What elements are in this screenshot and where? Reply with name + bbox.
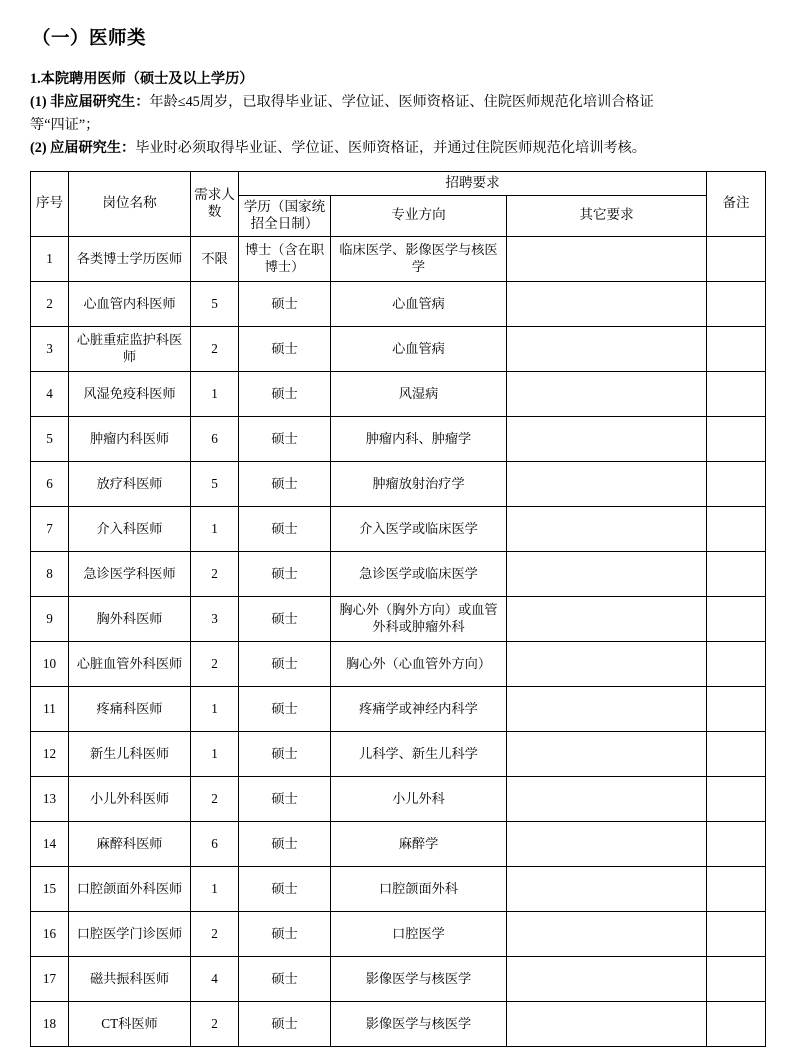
table-row bbox=[31, 776, 766, 821]
cell-count: 1 bbox=[191, 866, 239, 911]
table-row bbox=[31, 281, 766, 326]
cell-other bbox=[507, 326, 707, 371]
table-row bbox=[31, 551, 766, 596]
cell-major: 麻醉学 bbox=[331, 821, 507, 866]
cell-no: 10 bbox=[31, 641, 69, 686]
cell-other bbox=[507, 866, 707, 911]
cell-no: 9 bbox=[31, 596, 69, 641]
cell-other bbox=[507, 281, 707, 326]
cell-no: 5 bbox=[31, 416, 69, 461]
cell-other bbox=[507, 596, 707, 641]
cell-other bbox=[507, 956, 707, 1001]
table-header bbox=[31, 172, 766, 237]
cell-post: 口腔医学门诊医师 bbox=[69, 911, 191, 956]
cell-count: 5 bbox=[191, 281, 239, 326]
cell-post: 放疗科医师 bbox=[69, 461, 191, 506]
cell-education: 硕士 bbox=[239, 686, 331, 731]
cell-no: 14 bbox=[31, 821, 69, 866]
cell-post: 新生儿科医师 bbox=[69, 731, 191, 776]
cell-post: 风湿免疫科医师 bbox=[69, 371, 191, 416]
cell-remark bbox=[707, 506, 766, 551]
cell-major: 影像医学与核医学 bbox=[331, 1001, 507, 1046]
header-post: 岗位名称 bbox=[69, 172, 191, 237]
cell-no: 3 bbox=[31, 326, 69, 371]
cell-other bbox=[507, 641, 707, 686]
header-requirements-group: 招聘要求 bbox=[239, 172, 707, 196]
cell-count: 5 bbox=[191, 461, 239, 506]
cell-no: 6 bbox=[31, 461, 69, 506]
intro-line-4 bbox=[30, 137, 763, 159]
cell-count: 2 bbox=[191, 1001, 239, 1046]
cell-remark bbox=[707, 1001, 766, 1046]
recruitment-table bbox=[30, 171, 766, 1047]
cell-education: 硕士 bbox=[239, 281, 331, 326]
cell-count: 1 bbox=[191, 506, 239, 551]
cell-count: 1 bbox=[191, 686, 239, 731]
cell-no: 12 bbox=[31, 731, 69, 776]
cell-education: 硕士 bbox=[239, 326, 331, 371]
cell-major: 口腔医学 bbox=[331, 911, 507, 956]
cell-major: 影像医学与核医学 bbox=[331, 956, 507, 1001]
intro-line-1-bold: 1.本院聘用医师（硕士及以上学历） bbox=[30, 71, 254, 87]
cell-post: 介入科医师 bbox=[69, 506, 191, 551]
cell-count: 2 bbox=[191, 776, 239, 821]
cell-major: 口腔颌面外科 bbox=[331, 866, 507, 911]
cell-post: 心血管内科医师 bbox=[69, 281, 191, 326]
cell-count: 不限 bbox=[191, 236, 239, 281]
table-row bbox=[31, 866, 766, 911]
table-row bbox=[31, 686, 766, 731]
cell-remark bbox=[707, 641, 766, 686]
cell-education: 硕士 bbox=[239, 416, 331, 461]
header-education: 学历（国家统招全日制） bbox=[239, 195, 331, 236]
cell-post: 胸外科医师 bbox=[69, 596, 191, 641]
cell-post: 口腔颌面外科医师 bbox=[69, 866, 191, 911]
cell-no: 4 bbox=[31, 371, 69, 416]
cell-remark bbox=[707, 686, 766, 731]
intro-line-1 bbox=[30, 68, 763, 90]
cell-major: 心血管病 bbox=[331, 281, 507, 326]
cell-count: 2 bbox=[191, 641, 239, 686]
cell-remark bbox=[707, 236, 766, 281]
cell-no: 13 bbox=[31, 776, 69, 821]
intro-line-4-rest: 毕业时必须取得毕业证、学位证、医师资格证，并通过住院医师规范化培训考核。 bbox=[135, 140, 646, 156]
page-title: （一）医师类 bbox=[32, 29, 147, 49]
cell-remark bbox=[707, 461, 766, 506]
cell-other bbox=[507, 1001, 707, 1046]
cell-post: CT科医师 bbox=[69, 1001, 191, 1046]
cell-education: 硕士 bbox=[239, 911, 331, 956]
cell-education: 硕士 bbox=[239, 461, 331, 506]
cell-remark bbox=[707, 281, 766, 326]
cell-count: 4 bbox=[191, 956, 239, 1001]
intro-line-3 bbox=[30, 114, 763, 136]
cell-major: 介入医学或临床医学 bbox=[331, 506, 507, 551]
cell-education: 硕士 bbox=[239, 506, 331, 551]
cell-other bbox=[507, 506, 707, 551]
cell-major: 胸心外（胸外方向）或血管外科或肿瘤外科 bbox=[331, 596, 507, 641]
cell-count: 6 bbox=[191, 821, 239, 866]
cell-post: 心脏重症监护科医师 bbox=[69, 326, 191, 371]
cell-no: 16 bbox=[31, 911, 69, 956]
cell-post: 小儿外科医师 bbox=[69, 776, 191, 821]
cell-remark bbox=[707, 776, 766, 821]
cell-major: 儿科学、新生儿科学 bbox=[331, 731, 507, 776]
intro-line-2-rest: 年龄≤45周岁，已取得毕业证、学位证、医师资格证、住院医师规范化培训合格证 bbox=[149, 94, 654, 110]
intro-line-3-rest: 等“四证”； bbox=[30, 117, 100, 133]
intro-line-4-bold: (2) 应届研究生： bbox=[30, 140, 136, 156]
cell-education: 硕士 bbox=[239, 641, 331, 686]
cell-education: 硕士 bbox=[239, 731, 331, 776]
cell-major: 风湿病 bbox=[331, 371, 507, 416]
cell-other bbox=[507, 371, 707, 416]
cell-major: 心血管病 bbox=[331, 326, 507, 371]
cell-count: 1 bbox=[191, 731, 239, 776]
cell-no: 8 bbox=[31, 551, 69, 596]
cell-remark bbox=[707, 596, 766, 641]
cell-no: 18 bbox=[31, 1001, 69, 1046]
intro-line-2-bold: (1) 非应届研究生： bbox=[30, 94, 150, 110]
cell-post: 麻醉科医师 bbox=[69, 821, 191, 866]
cell-count: 3 bbox=[191, 596, 239, 641]
cell-major: 肿瘤放射治疗学 bbox=[331, 461, 507, 506]
cell-post: 急诊医学科医师 bbox=[69, 551, 191, 596]
cell-remark bbox=[707, 371, 766, 416]
table-row bbox=[31, 956, 766, 1001]
cell-no: 2 bbox=[31, 281, 69, 326]
cell-other bbox=[507, 821, 707, 866]
table-row bbox=[31, 821, 766, 866]
intro-block bbox=[30, 68, 763, 159]
cell-remark bbox=[707, 911, 766, 956]
cell-no: 7 bbox=[31, 506, 69, 551]
cell-remark bbox=[707, 956, 766, 1001]
cell-major: 小儿外科 bbox=[331, 776, 507, 821]
cell-count: 6 bbox=[191, 416, 239, 461]
cell-remark bbox=[707, 416, 766, 461]
cell-education: 硕士 bbox=[239, 866, 331, 911]
cell-post: 肿瘤内科医师 bbox=[69, 416, 191, 461]
cell-education: 硕士 bbox=[239, 551, 331, 596]
header-remark: 备注 bbox=[707, 172, 766, 237]
cell-remark bbox=[707, 821, 766, 866]
cell-remark bbox=[707, 326, 766, 371]
table-header-row-1 bbox=[31, 172, 766, 196]
cell-other bbox=[507, 686, 707, 731]
table-row bbox=[31, 326, 766, 371]
header-no: 序号 bbox=[31, 172, 69, 237]
cell-count: 1 bbox=[191, 371, 239, 416]
cell-major: 急诊医学或临床医学 bbox=[331, 551, 507, 596]
cell-major: 临床医学、影像医学与核医学 bbox=[331, 236, 507, 281]
header-other: 其它要求 bbox=[507, 195, 707, 236]
table-row bbox=[31, 461, 766, 506]
cell-post: 心脏血管外科医师 bbox=[69, 641, 191, 686]
cell-count: 2 bbox=[191, 326, 239, 371]
cell-other bbox=[507, 236, 707, 281]
table-row bbox=[31, 506, 766, 551]
cell-no: 11 bbox=[31, 686, 69, 731]
table-row bbox=[31, 416, 766, 461]
cell-remark bbox=[707, 731, 766, 776]
cell-education: 硕士 bbox=[239, 821, 331, 866]
header-count: 需求人数 bbox=[191, 172, 239, 237]
cell-other bbox=[507, 776, 707, 821]
cell-other bbox=[507, 416, 707, 461]
table-row bbox=[31, 1001, 766, 1046]
table-row bbox=[31, 371, 766, 416]
cell-other bbox=[507, 731, 707, 776]
table-row bbox=[31, 236, 766, 281]
cell-education: 硕士 bbox=[239, 776, 331, 821]
cell-post: 各类博士学历医师 bbox=[69, 236, 191, 281]
cell-no: 15 bbox=[31, 866, 69, 911]
cell-other bbox=[507, 551, 707, 596]
cell-remark bbox=[707, 866, 766, 911]
cell-count: 2 bbox=[191, 551, 239, 596]
table-row bbox=[31, 641, 766, 686]
intro-line-2 bbox=[30, 91, 763, 113]
cell-remark bbox=[707, 551, 766, 596]
cell-education: 硕士 bbox=[239, 371, 331, 416]
cell-major: 疼痛学或神经内科学 bbox=[331, 686, 507, 731]
table-body bbox=[31, 236, 766, 1046]
cell-post: 磁共振科医师 bbox=[69, 956, 191, 1001]
cell-education: 硕士 bbox=[239, 1001, 331, 1046]
cell-education: 博士（含在职博士） bbox=[239, 236, 331, 281]
cell-major: 肿瘤内科、肿瘤学 bbox=[331, 416, 507, 461]
table-row bbox=[31, 596, 766, 641]
cell-education: 硕士 bbox=[239, 956, 331, 1001]
cell-count: 2 bbox=[191, 911, 239, 956]
cell-no: 17 bbox=[31, 956, 69, 1001]
table-row bbox=[31, 911, 766, 956]
cell-post: 疼痛科医师 bbox=[69, 686, 191, 731]
table-row bbox=[31, 731, 766, 776]
cell-education: 硕士 bbox=[239, 596, 331, 641]
cell-other bbox=[507, 911, 707, 956]
header-major: 专业方向 bbox=[331, 195, 507, 236]
cell-no: 1 bbox=[31, 236, 69, 281]
cell-other bbox=[507, 461, 707, 506]
cell-major: 胸心外（心血管外方向） bbox=[331, 641, 507, 686]
